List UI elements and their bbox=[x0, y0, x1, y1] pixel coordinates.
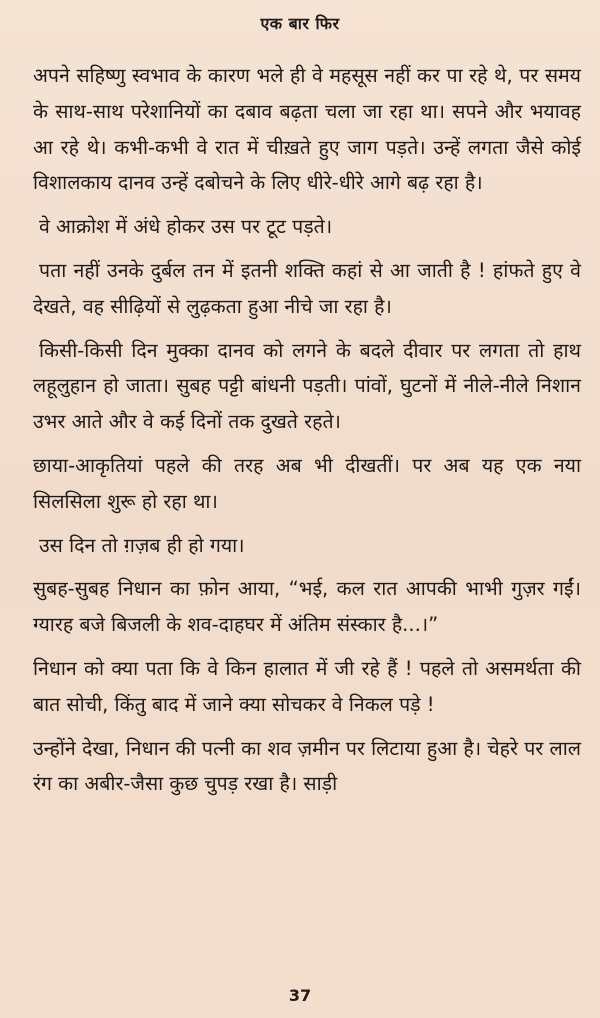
page-number: 37 bbox=[288, 986, 312, 1005]
paragraph-7: सुबह-सुबह निधान का फ़ोन आया, “भई, कल रात आपकी भाभी गुज़र गईं। ग्यारह बजे बिजली के शव-दाहघर में अंतिम संस्कार है...।” bbox=[33, 577, 581, 637]
paragraph-6: उस दिन तो ग़ज़ब ही हो गया। bbox=[39, 533, 245, 557]
paragraph-2: वे आक्रोश में अंधे होकर उस पर टूट पड़ते। bbox=[39, 215, 333, 239]
paragraph-9: उन्होंने देखा, निधान की पत्नी का शव ज़मीन पर लिटाया हुआ है। चेहरे पर लाल रंग का अबीर-जैसा कुछ चुपड़ रखा है। साड़ी bbox=[33, 736, 581, 796]
running-title: एक बार फिर bbox=[260, 14, 340, 33]
paragraph-4: किसी-किसी दिन मुक्का दानव को लगने के बदले दीवार पर लगता तो हाथ लहूलुहान हो जाता। सुबह पट्टी बांधनी पड़ती। पांवों, घुटनों में नीले-नीले निशान उभर आते और वे कई दिनों तक दुखते रहते। bbox=[33, 338, 581, 434]
paragraph-8: निधान को क्या पता कि वे किन हालात में जी रहे हैं ! पहले तो असमर्थता की बात सोची, किंतु बाद में जाने क्या सोचकर वे निकल पड़े ! bbox=[33, 656, 581, 716]
paragraph-1: अपने सहिष्णु स्वभाव के कारण भले ही वे महसूस नहीं कर पा रहे थे, पर समय के साथ-साथ परेशानियों का दबाव बढ़ता चला जा रहा था। सपने और भयावह आ रहे थे। कभी-कभी वे रात में चीख़ते हुए जाग पड़ते। उन्हें लगता जैसे कोई विशालकाय दानव उन्हें दबोचने के लिए धीरे-धीरे आगे बढ़ रहा है। bbox=[33, 64, 581, 195]
paragraph-5: छाया-आकृतियां पहले की तरह अब भी दीखतीं। पर अब यह एक नया सिलसिला शुरू हो रहा था। bbox=[33, 453, 581, 513]
body-text bbox=[33, 58, 581, 810]
paragraph-3: पता नहीं उनके दुर्बल तन में इतनी शक्ति कहां से आ जाती है ! हांफते हुए वे देखते, वह सीढ़ियों से लुढ़कता हुआ नीचे जा रहा है। bbox=[33, 258, 581, 318]
